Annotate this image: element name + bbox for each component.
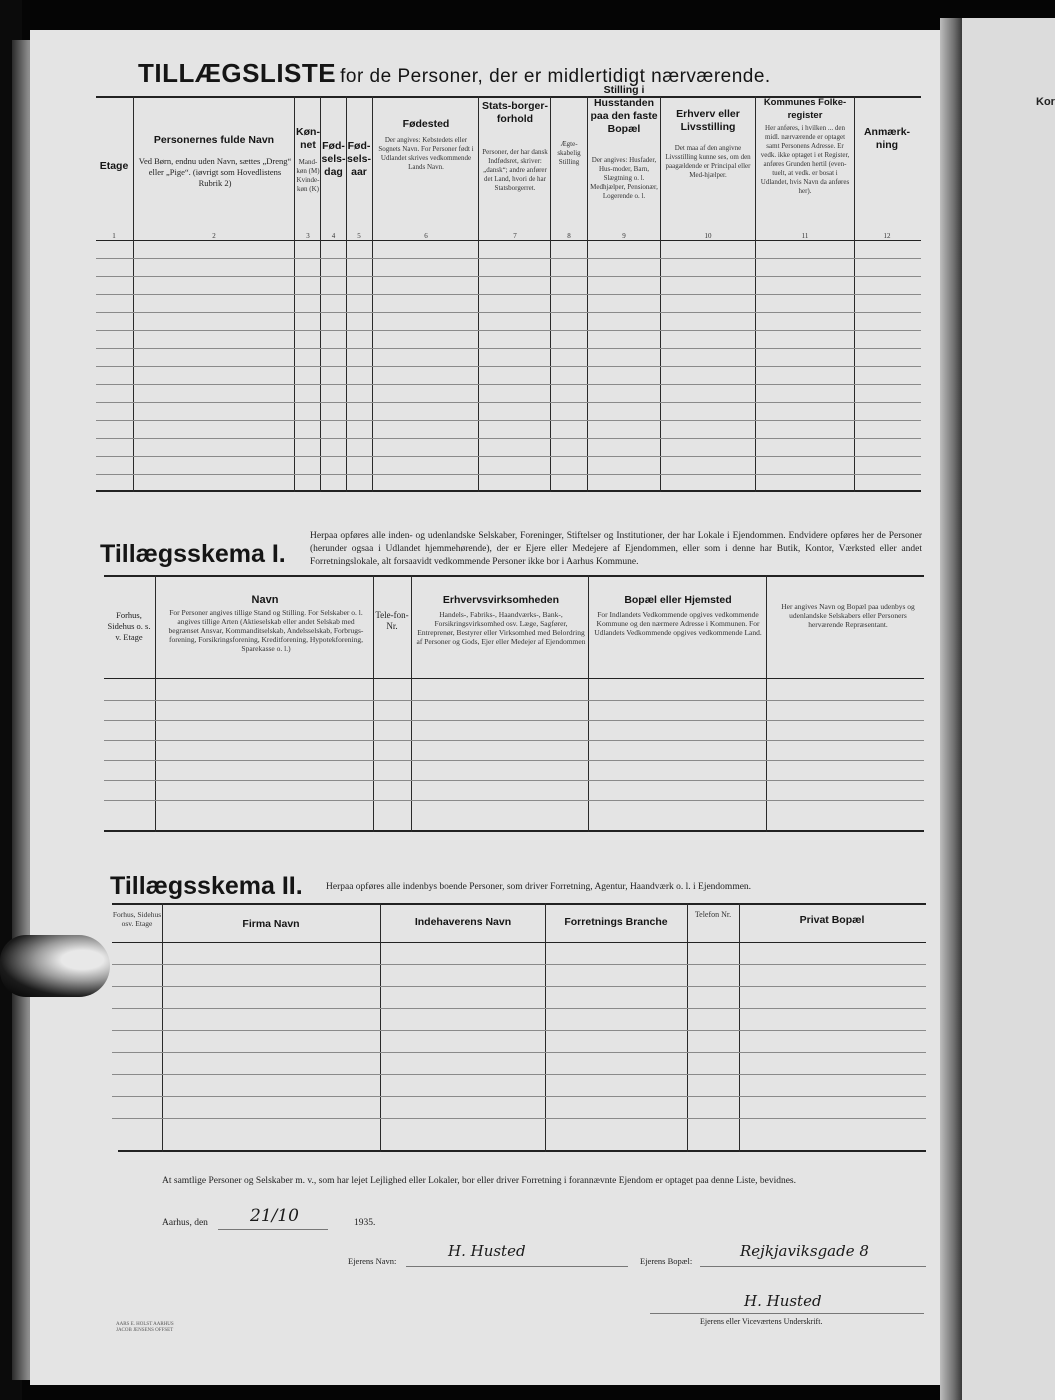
skema1-top-rule (104, 575, 924, 577)
liste-col-foedselsdag: Fød-sels-dag (321, 140, 346, 178)
liste-num-4: 4 (331, 232, 336, 240)
book-gutter (940, 18, 964, 1400)
liste-col-aegteskab: Ægte-skabelig Stilling (557, 140, 581, 166)
skema2-col-telefon: Telefon Nr. (694, 910, 732, 919)
liste-row-rule (96, 330, 921, 331)
liste-col-etage: Etage (99, 160, 129, 172)
skema1-row-rule (104, 800, 924, 801)
liste-header-rule (96, 240, 921, 241)
liste-row-rule (96, 258, 921, 259)
liste-col-register-sub: Her anføres, i hvilken ... den midl. nærværende er optaget samt Personens Adresse. Er vedk. ikke optaget i et Register, anføres Grunden hertil (even-tuelt, at vedk. er bosat i Udlandet, hvis Navn da anføres her). (760, 124, 850, 195)
skema2-vline (162, 903, 163, 1152)
liste-row-rule (96, 348, 921, 349)
liste-num-12: 12 (883, 232, 891, 240)
skema1-intro: Herpaa opføres alle inden- og udenlandske Selskaber, Foreninger, Stiftelser og Institutioner, der har Lokale i Ejendommen. Endvidere opføres her de Personer (herunder ogsaa i Udlandet hjemmehørende), der er Ejere eller Medejere af Ejendommen, eller som i denne har Butik, Kontor, Værksted eller andet Forretningslokale, alt forsaavidt vedkommende Personer ikke bor i Aarhus Kommune. (310, 531, 922, 567)
skema2-header-rule (112, 942, 926, 943)
liste-num-10: 10 (704, 232, 712, 240)
liste-num-11: 11 (801, 232, 809, 240)
liste-row-rule (96, 312, 921, 313)
skema2-title: Tillægsskema II. (110, 872, 303, 900)
liste-row-rule (96, 402, 921, 403)
skema2-vline (687, 903, 688, 1152)
liste-title (138, 58, 771, 89)
liste-col-anmaerkning: Anmærk-ning (863, 126, 911, 151)
liste-col-navn-sub: Ved Børn, endnu uden Navn, sættes „Dreng“ eller „Pige“. (iøvrigt som Hovedlistens Rubrik 2) (138, 156, 292, 188)
right-page-text: Kor (1036, 96, 1055, 108)
skema1-row-rule (104, 780, 924, 781)
signature-label: Ejerens eller Viceværtens Underskrift. (700, 1317, 823, 1326)
skema2-vline (739, 903, 740, 1152)
date-line (218, 1229, 328, 1230)
thumb (0, 935, 110, 997)
liste-col-foedselsaar: Fød-sels-aar (347, 140, 371, 178)
liste-col-statsborger: Stats-borger-forhold (482, 100, 548, 125)
skema1-row-rule (104, 760, 924, 761)
liste-num-6: 6 (424, 232, 428, 240)
liste-col-foedested-sub: Der angives: Kebstedets eller Sognets Navn. For Personer født i Udlandet skrives vedkommende Lands Navn. (378, 136, 474, 171)
liste-num-3: 3 (306, 232, 310, 240)
skema2-row-rule (112, 1030, 926, 1031)
skema2-col-branche: Forretnings Branche (564, 916, 668, 928)
liste-col-erhverv-sub: Det maa af den angivne Livsstilling kunne ses, om den paagældende er Principal eller Med-hjælper. (665, 144, 751, 179)
skema1-col-bopael-sub: For Indlandets Vedkommende opgives vedkommende Kommune og den nærmere Adresse i Kommunen. For Udlandets Vedkommende opgives vedkommende Land. (594, 610, 762, 637)
skema2-row-rule (112, 1008, 926, 1009)
liste-num-9: 9 (622, 232, 626, 240)
liste-row-rule (96, 474, 921, 475)
liste-bottom-rule (96, 490, 921, 492)
skema1-title: Tillægsskema I. (100, 540, 286, 568)
footer-place: Aarhus, den (162, 1218, 208, 1228)
skema2-col-firma: Firma Navn (242, 918, 300, 930)
skema1-vline (411, 575, 412, 832)
skema1-col-etage: Forhus, Sidehus o. s. v. Etage (107, 610, 151, 642)
skema2-row-rule (112, 964, 926, 965)
liste-num-8: 8 (567, 232, 571, 240)
skema1-bottom-rule (104, 830, 924, 832)
liste-row-rule (96, 456, 921, 457)
liste-title-rest: for de Personer, der er midlertidigt nærværende. (340, 66, 771, 87)
skema1-col-erhverv-sub: Handels-, Fabriks-, Haandværks-, Bank-, Forsikringsvirksomhed osv. Læge, Sagfører, Entreprenør, Bestyrer eller Virksomhed med Belordring af Personer og Gods, Ejer eller Medejer af Ejendommen (416, 610, 586, 646)
owner-name-label: Ejerens Navn: (348, 1256, 397, 1266)
liste-col-stilling-sub: Der angives: Husfader, Hus-moder, Barn, Slægtning o. l. Medhjælper, Pensionær, Logerende o. l. (590, 156, 658, 200)
liste-row-rule (96, 420, 921, 421)
owner-addr-line (700, 1266, 926, 1267)
footer-declaration: At samtlige Personer og Selskaber m. v., som har lejet Lejlighed eller Lokaler, bor eller driver Forretning i forannævnte Ejendom er optaget paa denne Liste, bevidnes. (162, 1176, 796, 1186)
liste-row-rule (96, 366, 921, 367)
liste-col-navn: Personernes fulde Navn (153, 134, 275, 146)
skema2-vline (545, 903, 546, 1152)
owner-addr-label: Ejerens Bopæl: (640, 1256, 693, 1266)
liste-title-bold: TILLÆGSLISTE (138, 58, 337, 88)
liste-num-5: 5 (357, 232, 361, 240)
owner-name-handwritten: H. Husted (448, 1242, 526, 1260)
skema1-col-navn: Navn (251, 594, 279, 606)
skema2-col-bopael: Privat Bopæl (799, 914, 865, 926)
skema2-col-indehaver: Indehaverens Navn (414, 916, 512, 928)
skema1-row-rule (104, 700, 924, 701)
skema2-row-rule (112, 1118, 926, 1119)
liste-col-koen-sub: Mand-køn (M) Kvinde-køn (K) (296, 158, 320, 193)
liste-col-statsborger-sub: Personer, der har dansk Indfødsret, skriver: „dansk“; andre anfører det Land, hvori de har Statsborgerret. (482, 148, 548, 192)
skema1-col-navn-sub: For Personer angives tillige Stand og Stilling. For Selskaber o. l. angives tillige Arten (Aktieselskab eller andet Selskab med begrænset Ansvar, Kommanditselskab, Andelsselskab, Forbrugs-forening, Forsikringsforening, Kreditforening, Hypotekforening, Sparekasse o. l.) (168, 608, 364, 653)
owner-name-line (406, 1266, 628, 1267)
skema2-row-rule (112, 1052, 926, 1053)
skema2-row-rule (112, 1096, 926, 1097)
skema1-vline (373, 575, 374, 832)
skema2-bottom-rule (118, 1150, 926, 1152)
footer-year: 1935. (354, 1218, 376, 1228)
right-page (962, 18, 1055, 1400)
skema2-top-rule (112, 903, 926, 905)
skema1-row-rule (104, 740, 924, 741)
liste-row-rule (96, 384, 921, 385)
skema2-vline (380, 903, 381, 1152)
skema2-row-rule (112, 986, 926, 987)
signature-handwritten: H. Husted (744, 1292, 822, 1310)
skema1-vline (155, 575, 156, 832)
skema2-col-etage: Forhus, Sidehus osv. Etage (112, 910, 162, 928)
liste-col-foedested: Fødested (402, 118, 450, 130)
liste-num-7: 7 (513, 232, 517, 240)
liste-col-erhverv: Erhverv eller Livsstilling (676, 108, 740, 133)
liste-col-koen: Køn-net (296, 126, 320, 151)
date-handwritten: 21/10 (250, 1206, 299, 1226)
skema1-vline (766, 575, 767, 832)
skema2-row-rule (112, 1074, 926, 1075)
owner-addr-handwritten: Rejkjaviksgade 8 (740, 1242, 869, 1260)
liste-num-1: 1 (112, 232, 116, 240)
signature-line (650, 1313, 924, 1314)
skema1-vline (588, 575, 589, 832)
liste-col-register: Kommunes Folke-register (763, 97, 847, 121)
skema1-col-bopael: Bopæl eller Hjemsted (624, 594, 732, 606)
skema1-header-rule (104, 678, 924, 679)
skema1-col-repr: Her angives Navn og Bopæl paa udenbys og udenlandske Selskabers eller Personers herværende Repræsentant. (781, 602, 915, 629)
liste-col-stilling: Stilling i Husstanden paa den faste Bopæl (590, 84, 658, 135)
skema2-intro: Herpaa opføres alle indenbys boende Personer, som driver Forretning, Agentur, Haandværk o. l. i Ejendommen. (326, 882, 752, 892)
skema1-row-rule (104, 720, 924, 721)
liste-num-2: 2 (212, 232, 216, 240)
skema1-col-telefon: Tele-fon-Nr. (375, 610, 409, 631)
printer-mark: AARS E. HOLST AARHUS JACOB JENSENS OFFSET (116, 1322, 174, 1333)
liste-row-rule (96, 438, 921, 439)
liste-row-rule (96, 276, 921, 277)
liste-row-rule (96, 294, 921, 295)
skema1-col-erhverv: Erhvervsvirksomheden (442, 594, 560, 606)
